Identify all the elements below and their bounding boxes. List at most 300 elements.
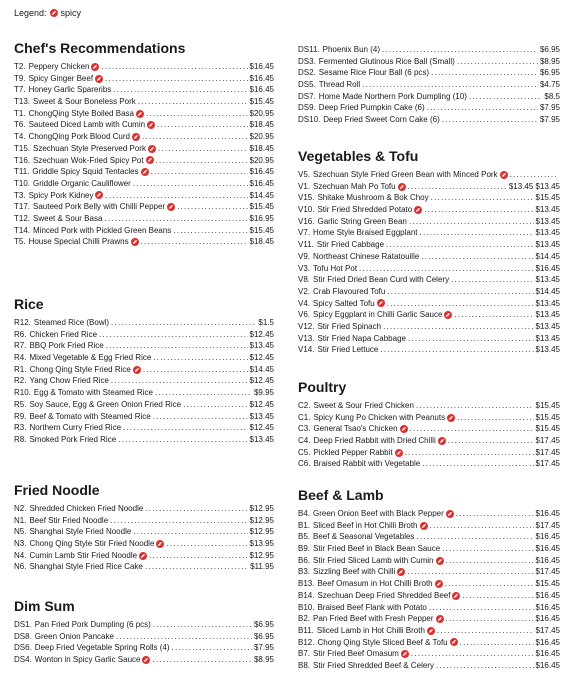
item-code: DS5.	[298, 80, 316, 90]
dot-leader	[110, 515, 247, 527]
menu-item	[298, 520, 560, 532]
menu-item	[14, 213, 274, 225]
item-name: Deep Fried Pumpkin Cake (6)	[318, 103, 425, 113]
menu-item	[298, 447, 560, 459]
menu-item	[298, 555, 560, 567]
item-price: $16.45	[249, 73, 274, 83]
item-name: ChongQing Pork Blood Curd	[28, 132, 130, 142]
item-price: $15.45	[535, 401, 560, 410]
item-price: $4.75	[539, 80, 560, 90]
chili-icon	[148, 145, 156, 153]
item-price: $7.95	[539, 115, 560, 125]
menu-item	[14, 131, 274, 143]
item-price: $16.45	[249, 85, 274, 95]
menu-item	[14, 375, 274, 387]
dot-leader	[380, 344, 533, 356]
item-name: Griddle Spicy Squid Tentacles	[32, 167, 139, 177]
dot-leader	[166, 538, 247, 550]
chili-icon	[167, 203, 175, 211]
item-name: Szechuan Wok-Fried Spicy Pot	[33, 155, 144, 165]
section-fried-noodle	[14, 482, 274, 573]
item-code: B10.	[298, 602, 315, 612]
chili-icon	[147, 121, 155, 129]
chili-icon	[401, 650, 409, 658]
dot-leader	[141, 236, 248, 248]
item-code: R8.	[14, 434, 27, 444]
item-code: N6.	[14, 562, 27, 572]
item-price: $17.45	[535, 447, 560, 457]
chili-icon	[141, 168, 149, 176]
dot-leader	[445, 578, 534, 590]
item-code: T16.	[14, 155, 31, 165]
item-code: T13.	[14, 97, 31, 107]
dot-leader	[457, 56, 538, 68]
item-price: $17.45	[535, 436, 560, 446]
dot-leader	[362, 79, 538, 91]
menu-item	[298, 578, 560, 590]
menu-item	[298, 263, 560, 275]
item-code: C4.	[298, 436, 311, 446]
item-name: Shitake Mushroom & Bok Choy	[317, 193, 429, 203]
menu-item	[14, 317, 274, 329]
item-name: Shanghai Style Fried Rice Cake	[29, 562, 143, 572]
item-name: Cumin Lamb Stir Fried Noodle	[29, 550, 138, 560]
menu-item	[298, 274, 560, 286]
dot-leader	[408, 333, 534, 345]
dot-leader	[359, 263, 533, 275]
dot-leader	[158, 143, 248, 155]
item-price: $12.45	[249, 399, 274, 409]
menu-item	[14, 108, 274, 120]
dot-leader	[457, 412, 533, 424]
section-beef-lamb	[298, 487, 560, 672]
item-name: ChongQing Style Boiled Basa	[28, 108, 134, 118]
chili-icon	[132, 133, 140, 141]
menu-item	[298, 192, 560, 204]
item-price: $16.45	[535, 544, 560, 554]
legend-spicy-label: spicy	[60, 8, 82, 18]
dot-leader	[429, 602, 534, 614]
menu-item	[14, 550, 274, 562]
item-name: Beef & Tomato with Steamed Rice	[29, 411, 151, 421]
item-code: N1.	[14, 515, 27, 525]
item-code: T1.	[14, 108, 26, 118]
item-price: $8.95	[253, 655, 274, 665]
menu-item	[298, 423, 560, 435]
chili-icon	[436, 557, 444, 565]
dot-leader	[510, 169, 558, 181]
item-price: $20.95	[249, 155, 274, 165]
item-price: $18.45	[249, 143, 274, 153]
item-code: B6.	[298, 555, 311, 565]
item-code: T15.	[14, 143, 31, 153]
item-price: $16.45	[535, 555, 560, 565]
item-price: $14.45	[535, 286, 560, 296]
item-price: $12.95	[249, 515, 274, 525]
item-price: $16.45	[249, 167, 274, 177]
dot-leader	[152, 654, 251, 666]
item-name: Stir Fried Spinach	[317, 321, 382, 331]
item-code: N5.	[14, 527, 27, 537]
item-name: Shanghai Style Fried Noodle	[29, 527, 132, 537]
chili-icon	[427, 627, 435, 635]
item-code: B2.	[298, 614, 311, 624]
item-code: R9.	[14, 411, 27, 421]
item-code: T6.	[14, 120, 26, 130]
dot-leader	[382, 44, 538, 56]
item-code: DS7.	[298, 91, 316, 101]
dot-leader	[155, 387, 252, 399]
chili-icon	[500, 171, 508, 179]
item-price: $13.45	[535, 321, 560, 331]
menu-item	[14, 225, 274, 237]
item-name: BBQ Pork Fried Rice	[29, 341, 104, 351]
item-code: B3.	[298, 567, 311, 577]
menu-item	[298, 566, 560, 578]
item-code: T10.	[14, 178, 31, 188]
chili-icon	[438, 437, 446, 445]
item-name: Beef Stir Fried Noodle	[29, 515, 109, 525]
item-name: Beef Omasum in Hot Chilli Broth	[317, 579, 433, 589]
dot-leader	[422, 458, 533, 470]
item-code: V10.	[298, 205, 315, 215]
item-code: R2.	[14, 376, 27, 386]
item-name: Northern Curry Fried Rice	[29, 423, 122, 433]
item-name: Smoked Pork Fried Rice	[29, 434, 117, 444]
item-code: B8.	[298, 660, 311, 670]
dot-leader	[173, 225, 247, 237]
item-price: $15.45	[249, 202, 274, 212]
chili-icon	[395, 449, 403, 457]
item-name: Beef & Seasonal Vegetables	[313, 532, 415, 542]
item-price: $11.95	[250, 562, 274, 572]
item-code: V1.	[298, 181, 311, 191]
item-code: B4.	[298, 509, 311, 518]
chili-icon	[133, 366, 141, 374]
item-price: $6.95	[539, 45, 560, 54]
item-name: Szechuan Deep Fried Shredded Beef	[317, 590, 451, 600]
menu-item	[298, 91, 560, 103]
item-price: $13.45	[535, 345, 560, 355]
dot-leader	[451, 274, 533, 286]
legend	[14, 8, 81, 18]
dot-leader	[138, 96, 248, 108]
chili-icon	[447, 414, 455, 422]
dot-leader	[133, 178, 248, 190]
item-name: Chong Qing Style Sliced Beef & Tofu	[317, 637, 448, 647]
item-name: Garlic String Green Bean	[317, 216, 407, 226]
menu-item	[298, 625, 560, 637]
item-price: $12.45	[249, 376, 274, 386]
item-name: Thread Roll	[318, 80, 361, 90]
dot-leader	[177, 201, 247, 213]
menu-item	[14, 631, 274, 643]
dot-leader	[111, 375, 248, 387]
item-code: R5.	[14, 399, 27, 409]
dot-leader	[424, 204, 533, 216]
item-code: V15.	[298, 193, 315, 203]
item-name: House Special Chilli Prawns	[28, 237, 129, 247]
menu-item	[298, 56, 560, 68]
chili-icon	[146, 156, 154, 164]
item-name: Green Onion Pancake	[34, 631, 114, 641]
menu-item	[298, 333, 560, 345]
item-price: $14.45	[249, 364, 274, 374]
item-price: $7.95	[253, 643, 274, 653]
dot-leader	[431, 67, 538, 79]
item-code: C5.	[298, 447, 311, 457]
item-code: V13.	[298, 333, 315, 343]
item-price: $17.45	[535, 520, 560, 530]
item-code: R1.	[14, 364, 27, 374]
item-name: Minced Pork with Pickled Green Beans	[33, 225, 172, 235]
item-name: Chicken Fried Rice	[29, 329, 98, 339]
dot-leader	[153, 411, 248, 423]
item-code: R12.	[14, 318, 31, 327]
menu-item	[298, 79, 560, 91]
item-name: Stir Fried Shredded Beef & Celery	[313, 660, 434, 670]
item-price: $6.95	[253, 620, 274, 629]
item-code: V5.	[298, 170, 311, 179]
menu-item	[298, 102, 560, 114]
item-name: Egg & Tomato with Steamed Rice	[33, 388, 153, 398]
menu-item	[298, 298, 560, 310]
chili-icon	[436, 615, 444, 623]
item-name: Stir Fried Lettuce	[317, 345, 379, 355]
menu-item	[298, 181, 560, 193]
dot-leader	[99, 329, 248, 341]
item-code: V7.	[298, 228, 311, 238]
dot-leader	[436, 660, 534, 672]
chili-icon	[414, 206, 422, 214]
item-code: DS11.	[298, 45, 320, 54]
item-name: Sweet & Sour Fried Chicken	[313, 401, 414, 410]
item-price: $13.45	[535, 333, 560, 343]
menu-item	[14, 119, 274, 131]
menu-item	[14, 387, 274, 399]
item-name: Pickled Pepper Rabbit	[313, 447, 393, 457]
item-code: B9.	[298, 544, 311, 554]
item-name: Chong Qing Style Stir Fried Noodle	[29, 539, 155, 549]
menu-item	[14, 352, 274, 364]
menu-item	[14, 329, 274, 341]
menu-item	[298, 227, 560, 239]
item-code: C1.	[298, 412, 311, 422]
chili-icon	[398, 183, 406, 191]
chili-icon	[136, 110, 144, 118]
menu-item	[298, 114, 560, 126]
menu-item	[298, 309, 560, 321]
item-price: $6.95	[253, 631, 274, 641]
item-name: Stir Fried Napa Cabbage	[317, 333, 406, 343]
section-vegetables-tofu	[298, 148, 560, 356]
dot-leader	[145, 503, 247, 515]
item-name: Spicy Salted Tofu	[313, 298, 375, 308]
menu-item	[298, 239, 560, 251]
menu-item	[14, 96, 274, 108]
dot-leader	[410, 423, 534, 435]
menu-item	[14, 201, 274, 213]
item-code: V11.	[298, 240, 314, 250]
section-title: Vegetables & Tofu	[298, 148, 419, 164]
item-price: $12.95	[249, 527, 274, 537]
item-code: B12.	[298, 637, 315, 647]
chili-icon	[377, 299, 385, 307]
menu-item	[14, 155, 274, 167]
item-code: V14.	[298, 345, 315, 355]
item-code: B7.	[298, 649, 311, 659]
item-name: Spicy Eggplant in Chilli Garlic Sauce	[313, 310, 443, 320]
legend-label: Legend:	[14, 8, 47, 18]
menu-item	[14, 434, 274, 446]
menu-item	[14, 526, 274, 538]
section-title: Dim Sum	[14, 598, 75, 614]
item-name: Chong Qing Style Fried Rice	[29, 364, 131, 374]
dot-leader	[430, 520, 534, 532]
dot-leader	[462, 590, 533, 602]
dot-leader	[446, 613, 534, 625]
menu-item	[298, 458, 560, 470]
item-name: Deep Fried Rabbit with Dried Chilli	[313, 436, 436, 446]
dot-leader	[101, 61, 247, 73]
menu-item	[298, 543, 560, 555]
menu-item	[298, 216, 560, 228]
dot-leader	[145, 561, 248, 573]
item-price: $1.5	[258, 318, 274, 327]
menu-item	[298, 531, 560, 543]
dot-leader	[142, 131, 248, 143]
chili-icon	[444, 311, 452, 319]
item-name: Braised Rabbit with Vegetable	[313, 459, 421, 469]
item-name: Sweet & Sour Basa	[33, 213, 103, 223]
item-name: Stir Fried Beef in Black Bean Sauce	[313, 544, 441, 554]
dot-leader	[460, 637, 534, 649]
item-price: $13.45	[535, 275, 560, 285]
item-code: V3.	[298, 263, 311, 273]
menu-item	[298, 400, 560, 412]
item-code: B14.	[298, 590, 315, 600]
dot-leader	[446, 555, 534, 567]
item-name: Crab Flavoured Tofu	[313, 286, 386, 296]
menu-item	[14, 143, 274, 155]
dot-leader	[408, 181, 507, 193]
section-title: Rice	[14, 296, 44, 312]
chili-icon	[142, 656, 150, 664]
item-name: Steamed Rice (Bowl)	[33, 318, 110, 327]
item-code: T17.	[14, 202, 31, 212]
dot-leader	[118, 434, 247, 446]
item-name: Sizzling Beef with Chilli	[313, 567, 396, 577]
item-name: Spicy Pork Kidney	[28, 190, 94, 200]
menu-item	[298, 637, 560, 649]
item-code: C2.	[298, 401, 311, 410]
menu-item	[14, 503, 274, 515]
menu-item	[298, 602, 560, 614]
dot-leader	[421, 251, 533, 263]
item-name: Soy Sauce, Egg & Green Onion Fried Rice	[29, 399, 182, 409]
item-code: V6.	[298, 310, 311, 320]
menu-item	[298, 67, 560, 79]
dot-leader	[105, 73, 247, 85]
dot-leader	[149, 550, 247, 562]
item-price: $16.45	[535, 660, 560, 670]
item-name: Pan Fried Beef with Fresh Pepper	[313, 614, 434, 624]
dot-leader	[437, 625, 534, 637]
item-code: DS6.	[14, 643, 32, 653]
menu-item	[298, 251, 560, 263]
menu-item	[298, 286, 560, 298]
menu-item	[14, 619, 274, 631]
item-name: Spicy Ginger Beef	[28, 73, 94, 83]
menu-item	[298, 204, 560, 216]
item-price: $14.45	[249, 190, 274, 200]
menu-item	[14, 538, 274, 550]
item-code: T3.	[14, 190, 26, 200]
dot-leader	[469, 91, 543, 103]
item-name: General Tsao's Chicken	[313, 424, 398, 434]
section-chefs-recommendations	[14, 40, 274, 248]
chili-icon	[95, 191, 103, 199]
item-code: N3.	[14, 539, 27, 549]
menu-item	[298, 169, 560, 181]
item-price: $16.45	[535, 263, 560, 273]
item-price: $7.95	[539, 103, 560, 113]
menu-item	[14, 364, 274, 376]
section-rice	[14, 296, 274, 446]
item-code: DS10.	[298, 115, 321, 125]
item-price: $12.45	[249, 423, 274, 433]
dot-leader	[387, 286, 533, 298]
item-price: $16.45	[535, 509, 560, 518]
item-code: DS9.	[298, 103, 316, 113]
dot-leader	[156, 155, 248, 167]
item-code: DS3.	[298, 56, 316, 66]
dot-leader	[386, 239, 534, 251]
section-dim-sum-continued	[298, 44, 560, 126]
item-price: $16.45	[249, 62, 274, 71]
dot-leader	[111, 317, 256, 329]
item-price: $17.45	[535, 567, 560, 577]
item-price: $16.45	[535, 649, 560, 659]
dot-leader	[183, 399, 247, 411]
item-code: R6.	[14, 329, 27, 339]
dot-leader	[153, 619, 252, 631]
item-name: Northeast Chinese Ratatouille	[313, 251, 420, 261]
item-price: $12.95	[249, 550, 274, 560]
item-code: B1.	[298, 520, 311, 530]
item-price: $16.45	[535, 532, 560, 542]
item-price: $16.45	[249, 178, 274, 188]
item-price: $13.45	[535, 240, 560, 250]
chili-icon	[139, 552, 147, 560]
item-price: $17.45	[535, 459, 560, 469]
item-price: $12.45	[249, 353, 274, 363]
item-price: $16.95	[249, 213, 274, 223]
dot-leader	[133, 526, 247, 538]
menu-item	[298, 435, 560, 447]
item-code: C3.	[298, 424, 311, 434]
item-price: $13.45	[535, 310, 560, 320]
dot-leader	[416, 531, 533, 543]
item-code: T4.	[14, 132, 26, 142]
item-name: Szechuan Mah Po Tofu	[313, 181, 396, 191]
dot-leader	[420, 227, 534, 239]
item-price: $13.45 $13.45	[508, 181, 560, 191]
item-code: DS2.	[298, 68, 316, 78]
item-price: $15.45	[535, 424, 560, 434]
item-price: $13.45	[249, 341, 274, 351]
item-code: V2.	[298, 286, 311, 296]
